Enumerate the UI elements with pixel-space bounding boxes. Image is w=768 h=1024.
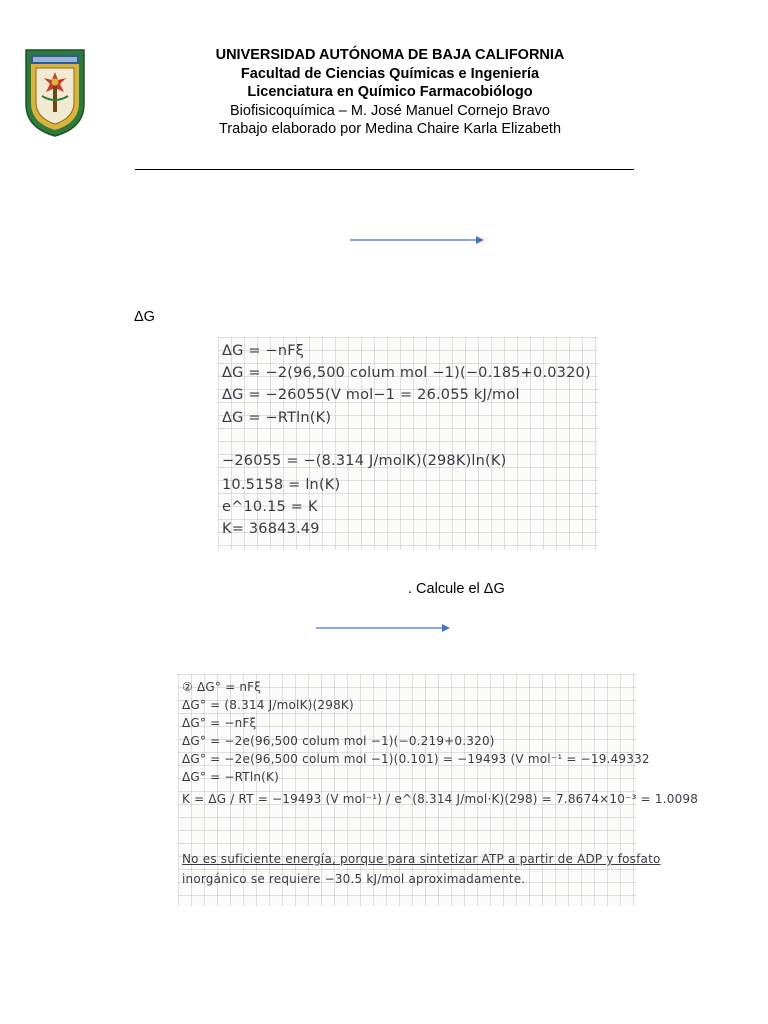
document-header [130, 46, 650, 139]
handwritten-calculation-1 [218, 337, 598, 550]
hw-line: ΔG = −RTln(K) [222, 410, 332, 426]
reaction-arrow [348, 233, 488, 247]
reaction-arrow [314, 621, 454, 635]
hw-line: K = ΔG / RT = −19493 (V mol⁻¹) / e^(8.314 J/mol·K)(298) = 7.8674×10⁻³ = 1.0098 [182, 792, 699, 806]
hw-conclusion: No es suficiente energía, porque para sintetizar ATP a partir de ADP y fosfato [182, 852, 661, 866]
hw-line: e^10.15 = K [222, 499, 318, 515]
hw-line: ΔG° = −2e(96,500 colum mol −1)(0.101) = −19493 (V mol⁻¹ = −19.49332 [182, 752, 650, 766]
header-divider [135, 169, 634, 170]
program-name: Licenciatura en Químico Farmacobiólogo [247, 84, 533, 100]
hw-line: ② ΔG° = nFξ [182, 680, 262, 694]
hw-line: ΔG° = (8.314 J/molK)(298K) [182, 698, 354, 712]
university-name: UNIVERSIDAD AUTÓNOMA DE BAJA CALIFORNIA [215, 47, 565, 63]
hw-line: −26055 = −(8.314 J/molK)(298K)ln(K) [222, 453, 507, 469]
hw-line: ΔG = −2(96,500 colum mol −1)(−0.185+0.0320) [222, 365, 591, 381]
handwritten-calculation-2 [178, 674, 699, 906]
section-1-label: ΔG [134, 309, 155, 325]
course-line: Biofisicoquímica – M. José Manuel Cornejo Bravo [230, 102, 550, 119]
section-2-label: . Calcule el ΔG [408, 581, 505, 597]
hw-conclusion: inorgánico se requiere −30.5 kJ/mol aproximadamente. [182, 872, 526, 886]
hw-line: ΔG = −nFξ [222, 343, 305, 359]
hw-line: K= 36843.49 [222, 521, 320, 537]
hw-line: ΔG° = −nFξ [182, 716, 257, 730]
hw-line: ΔG° = −RTln(K) [182, 770, 280, 784]
hw-line: ΔG = −26055(V mol−1 = 26.055 kJ/mol [222, 387, 520, 403]
hw-line: 10.5158 = ln(K) [222, 477, 341, 493]
author-line: Trabajo elaborado por Medina Chaire Karla Elizabeth [218, 121, 562, 137]
faculty-name: Facultad de Ciencias Químicas e Ingeniería [240, 65, 540, 82]
university-seal-logo [22, 46, 88, 138]
hw-line: ΔG° = −2e(96,500 colum mol −1)(−0.219+0.320) [182, 734, 495, 748]
